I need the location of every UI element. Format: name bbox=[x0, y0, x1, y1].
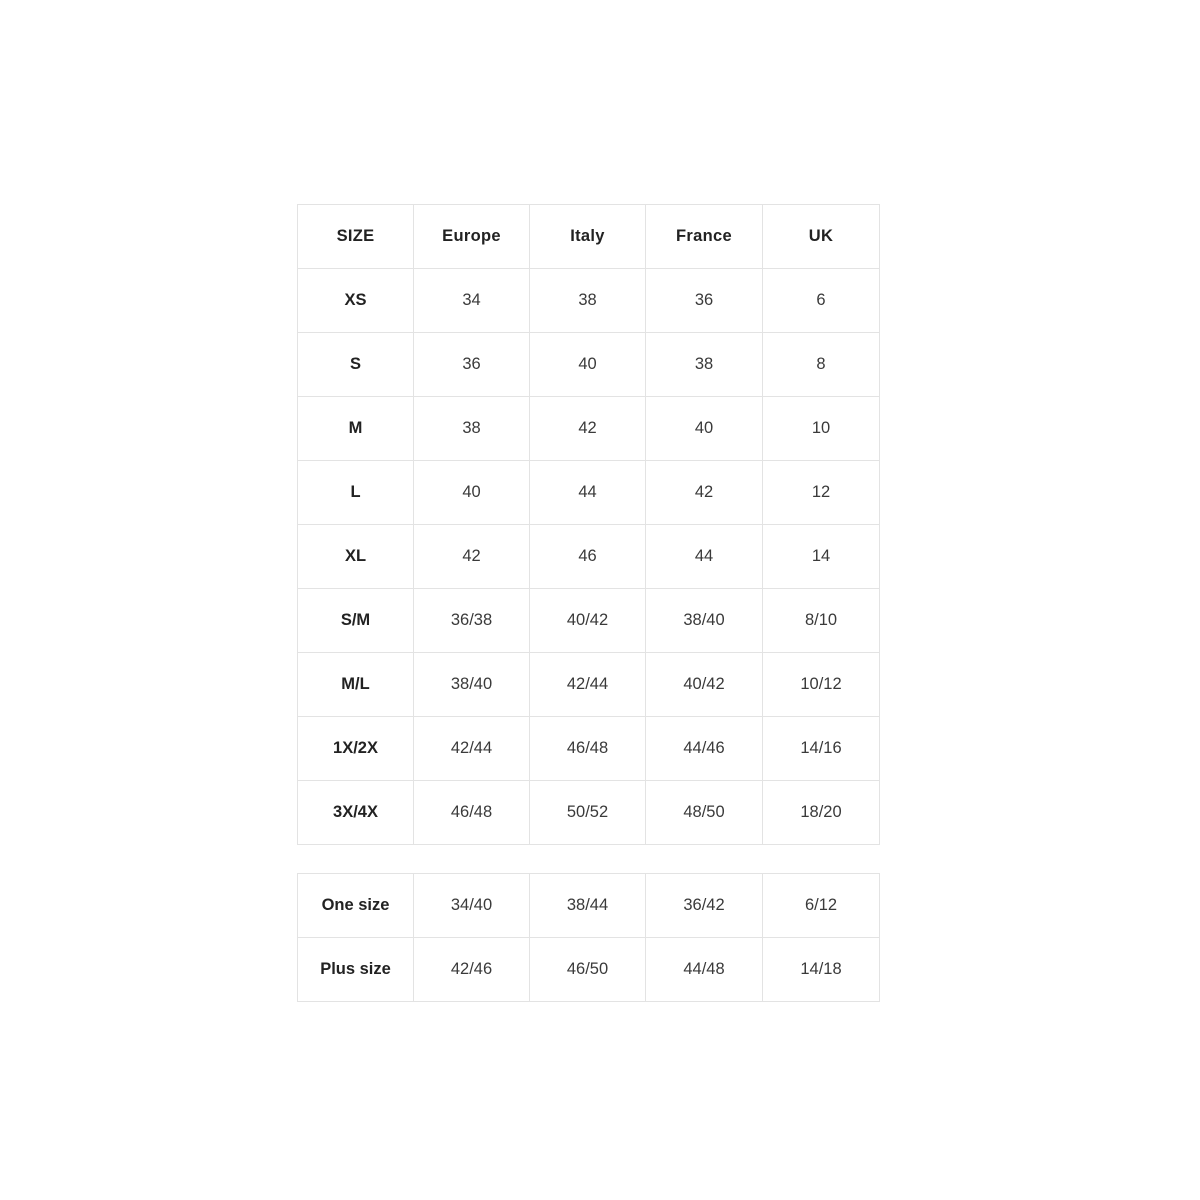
cell-uk: 14/18 bbox=[763, 938, 880, 1002]
cell-size: One size bbox=[298, 874, 414, 938]
table-row bbox=[298, 781, 880, 845]
cell-italy: 38/44 bbox=[530, 874, 646, 938]
cell-europe: 36/38 bbox=[414, 589, 530, 653]
table-row bbox=[298, 874, 880, 938]
cell-italy: 42/44 bbox=[530, 653, 646, 717]
cell-france: 48/50 bbox=[646, 781, 763, 845]
cell-france: 44/46 bbox=[646, 717, 763, 781]
table-header-row bbox=[298, 205, 880, 269]
table-body bbox=[298, 269, 880, 845]
cell-size: XS bbox=[298, 269, 414, 333]
cell-france: 44/48 bbox=[646, 938, 763, 1002]
cell-europe: 36 bbox=[414, 333, 530, 397]
table-row bbox=[298, 938, 880, 1002]
cell-france: 38 bbox=[646, 333, 763, 397]
cell-france: 42 bbox=[646, 461, 763, 525]
table-row bbox=[298, 653, 880, 717]
cell-size: M/L bbox=[298, 653, 414, 717]
column-header-europe: Europe bbox=[414, 205, 530, 269]
table-header bbox=[298, 205, 880, 269]
table-divider-space bbox=[297, 845, 879, 873]
cell-france: 36 bbox=[646, 269, 763, 333]
cell-size: 1X/2X bbox=[298, 717, 414, 781]
cell-uk: 10 bbox=[763, 397, 880, 461]
cell-france: 36/42 bbox=[646, 874, 763, 938]
cell-europe: 38/40 bbox=[414, 653, 530, 717]
cell-france: 44 bbox=[646, 525, 763, 589]
cell-italy: 42 bbox=[530, 397, 646, 461]
column-header-uk: UK bbox=[763, 205, 880, 269]
cell-france: 40/42 bbox=[646, 653, 763, 717]
size-conversion-table bbox=[297, 204, 880, 845]
cell-size: S/M bbox=[298, 589, 414, 653]
cell-italy: 40 bbox=[530, 333, 646, 397]
cell-italy: 44 bbox=[530, 461, 646, 525]
cell-uk: 14 bbox=[763, 525, 880, 589]
cell-france: 38/40 bbox=[646, 589, 763, 653]
table-row bbox=[298, 461, 880, 525]
cell-italy: 46/50 bbox=[530, 938, 646, 1002]
special-sizes-body bbox=[298, 874, 880, 1002]
cell-europe: 34 bbox=[414, 269, 530, 333]
special-sizes-table bbox=[297, 873, 880, 1002]
cell-size: L bbox=[298, 461, 414, 525]
cell-italy: 46 bbox=[530, 525, 646, 589]
cell-italy: 40/42 bbox=[530, 589, 646, 653]
cell-uk: 10/12 bbox=[763, 653, 880, 717]
cell-europe: 40 bbox=[414, 461, 530, 525]
table-row bbox=[298, 717, 880, 781]
cell-europe: 34/40 bbox=[414, 874, 530, 938]
cell-italy: 50/52 bbox=[530, 781, 646, 845]
cell-europe: 42/44 bbox=[414, 717, 530, 781]
table-row bbox=[298, 269, 880, 333]
table-row bbox=[298, 525, 880, 589]
cell-uk: 12 bbox=[763, 461, 880, 525]
cell-uk: 6/12 bbox=[763, 874, 880, 938]
table-row bbox=[298, 333, 880, 397]
cell-uk: 8/10 bbox=[763, 589, 880, 653]
cell-europe: 42 bbox=[414, 525, 530, 589]
cell-size: 3X/4X bbox=[298, 781, 414, 845]
cell-size: S bbox=[298, 333, 414, 397]
column-header-france: France bbox=[646, 205, 763, 269]
cell-uk: 18/20 bbox=[763, 781, 880, 845]
cell-uk: 8 bbox=[763, 333, 880, 397]
cell-europe: 42/46 bbox=[414, 938, 530, 1002]
cell-italy: 46/48 bbox=[530, 717, 646, 781]
table-row bbox=[298, 397, 880, 461]
table-row bbox=[298, 589, 880, 653]
cell-uk: 14/16 bbox=[763, 717, 880, 781]
size-chart-tables bbox=[297, 204, 879, 1002]
cell-size: Plus size bbox=[298, 938, 414, 1002]
cell-europe: 46/48 bbox=[414, 781, 530, 845]
cell-italy: 38 bbox=[530, 269, 646, 333]
cell-size: XL bbox=[298, 525, 414, 589]
cell-uk: 6 bbox=[763, 269, 880, 333]
column-header-size: SIZE bbox=[298, 205, 414, 269]
column-header-italy: Italy bbox=[530, 205, 646, 269]
cell-europe: 38 bbox=[414, 397, 530, 461]
cell-france: 40 bbox=[646, 397, 763, 461]
cell-size: M bbox=[298, 397, 414, 461]
